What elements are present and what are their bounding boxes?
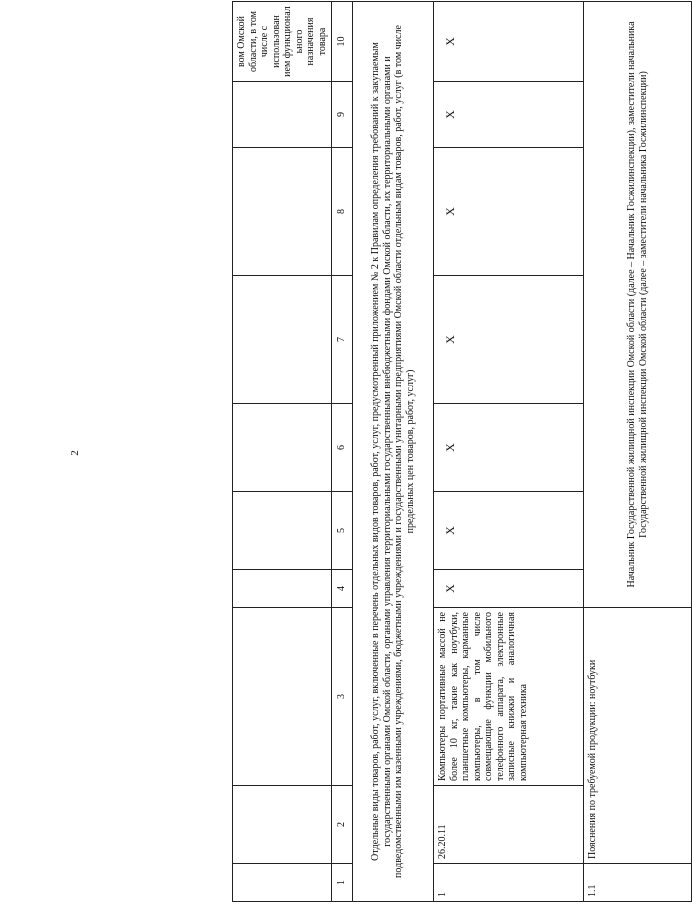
col-number: 9 [332, 82, 353, 148]
col-number: 4 [332, 570, 353, 608]
requirements-table [232, 1, 692, 902]
header-row [233, 2, 332, 902]
table-row [434, 2, 584, 902]
x-mark: X [434, 148, 584, 276]
okpd-code: 26.20.11 [434, 786, 584, 864]
rotated-table-page [232, 2, 692, 902]
col-number: 3 [332, 608, 353, 786]
table-row [584, 2, 692, 902]
x-mark: X [434, 492, 584, 570]
positions-note: Начальник Государственной жилищной инспекции Омской области (далее – Начальник Госжилинспекции), заместители начальника Государственной жилищной инспекции Омской области (далее – заместители начальника Госжилинспекции) [584, 2, 692, 608]
x-mark: X [434, 276, 584, 404]
col-number: 10 [332, 2, 353, 82]
column-numbers-row [332, 2, 353, 902]
section-title: Отдельные виды товаров, работ, услуг, включенные в перечень отдельных видов товаров, работ, услуг, предусмотренный приложением № 2 к Правилам определения требований к закупаемым государственными органами Омской области, органами управления территориальными государственными внебюджетными фондами Омской области, их территориальными органами и подведомственными им казенными учреждениями, бюджетными учреждениями и государственными унитарными предприятиями Омской области отдельным видам товаров, работ, услуг (в том числе предельных цен товаров, работ, услуг) [353, 2, 434, 902]
col-number: 1 [332, 864, 353, 902]
col-number: 6 [332, 404, 353, 492]
col-number: 2 [332, 786, 353, 864]
product-description: Компьютеры портативные массой не более 10 кг, такие как ноутбуки, планшетные компьютеры, карманные компьютеры, в том числе совмещающие функции мобильного телефонного аппарата, электронные записные книжки и аналогичная компьютерная техника [434, 608, 584, 786]
header-col-10: вом Омской области, в том числе с использован ием функционал ьного назначения товара [233, 2, 332, 82]
col-number: 8 [332, 148, 353, 276]
x-mark: X [434, 2, 584, 82]
x-mark: X [434, 570, 584, 608]
row-number: 1 [434, 864, 584, 902]
col-number: 5 [332, 492, 353, 570]
col-number: 7 [332, 276, 353, 404]
section-title-row [353, 2, 434, 902]
row-number: 1.1 [584, 864, 692, 902]
page-number: 2 [68, 450, 81, 456]
product-clarification: Пояснения по требуемой продукции: ноутбуки [584, 608, 692, 864]
x-mark: X [434, 82, 584, 148]
x-mark: X [434, 404, 584, 492]
